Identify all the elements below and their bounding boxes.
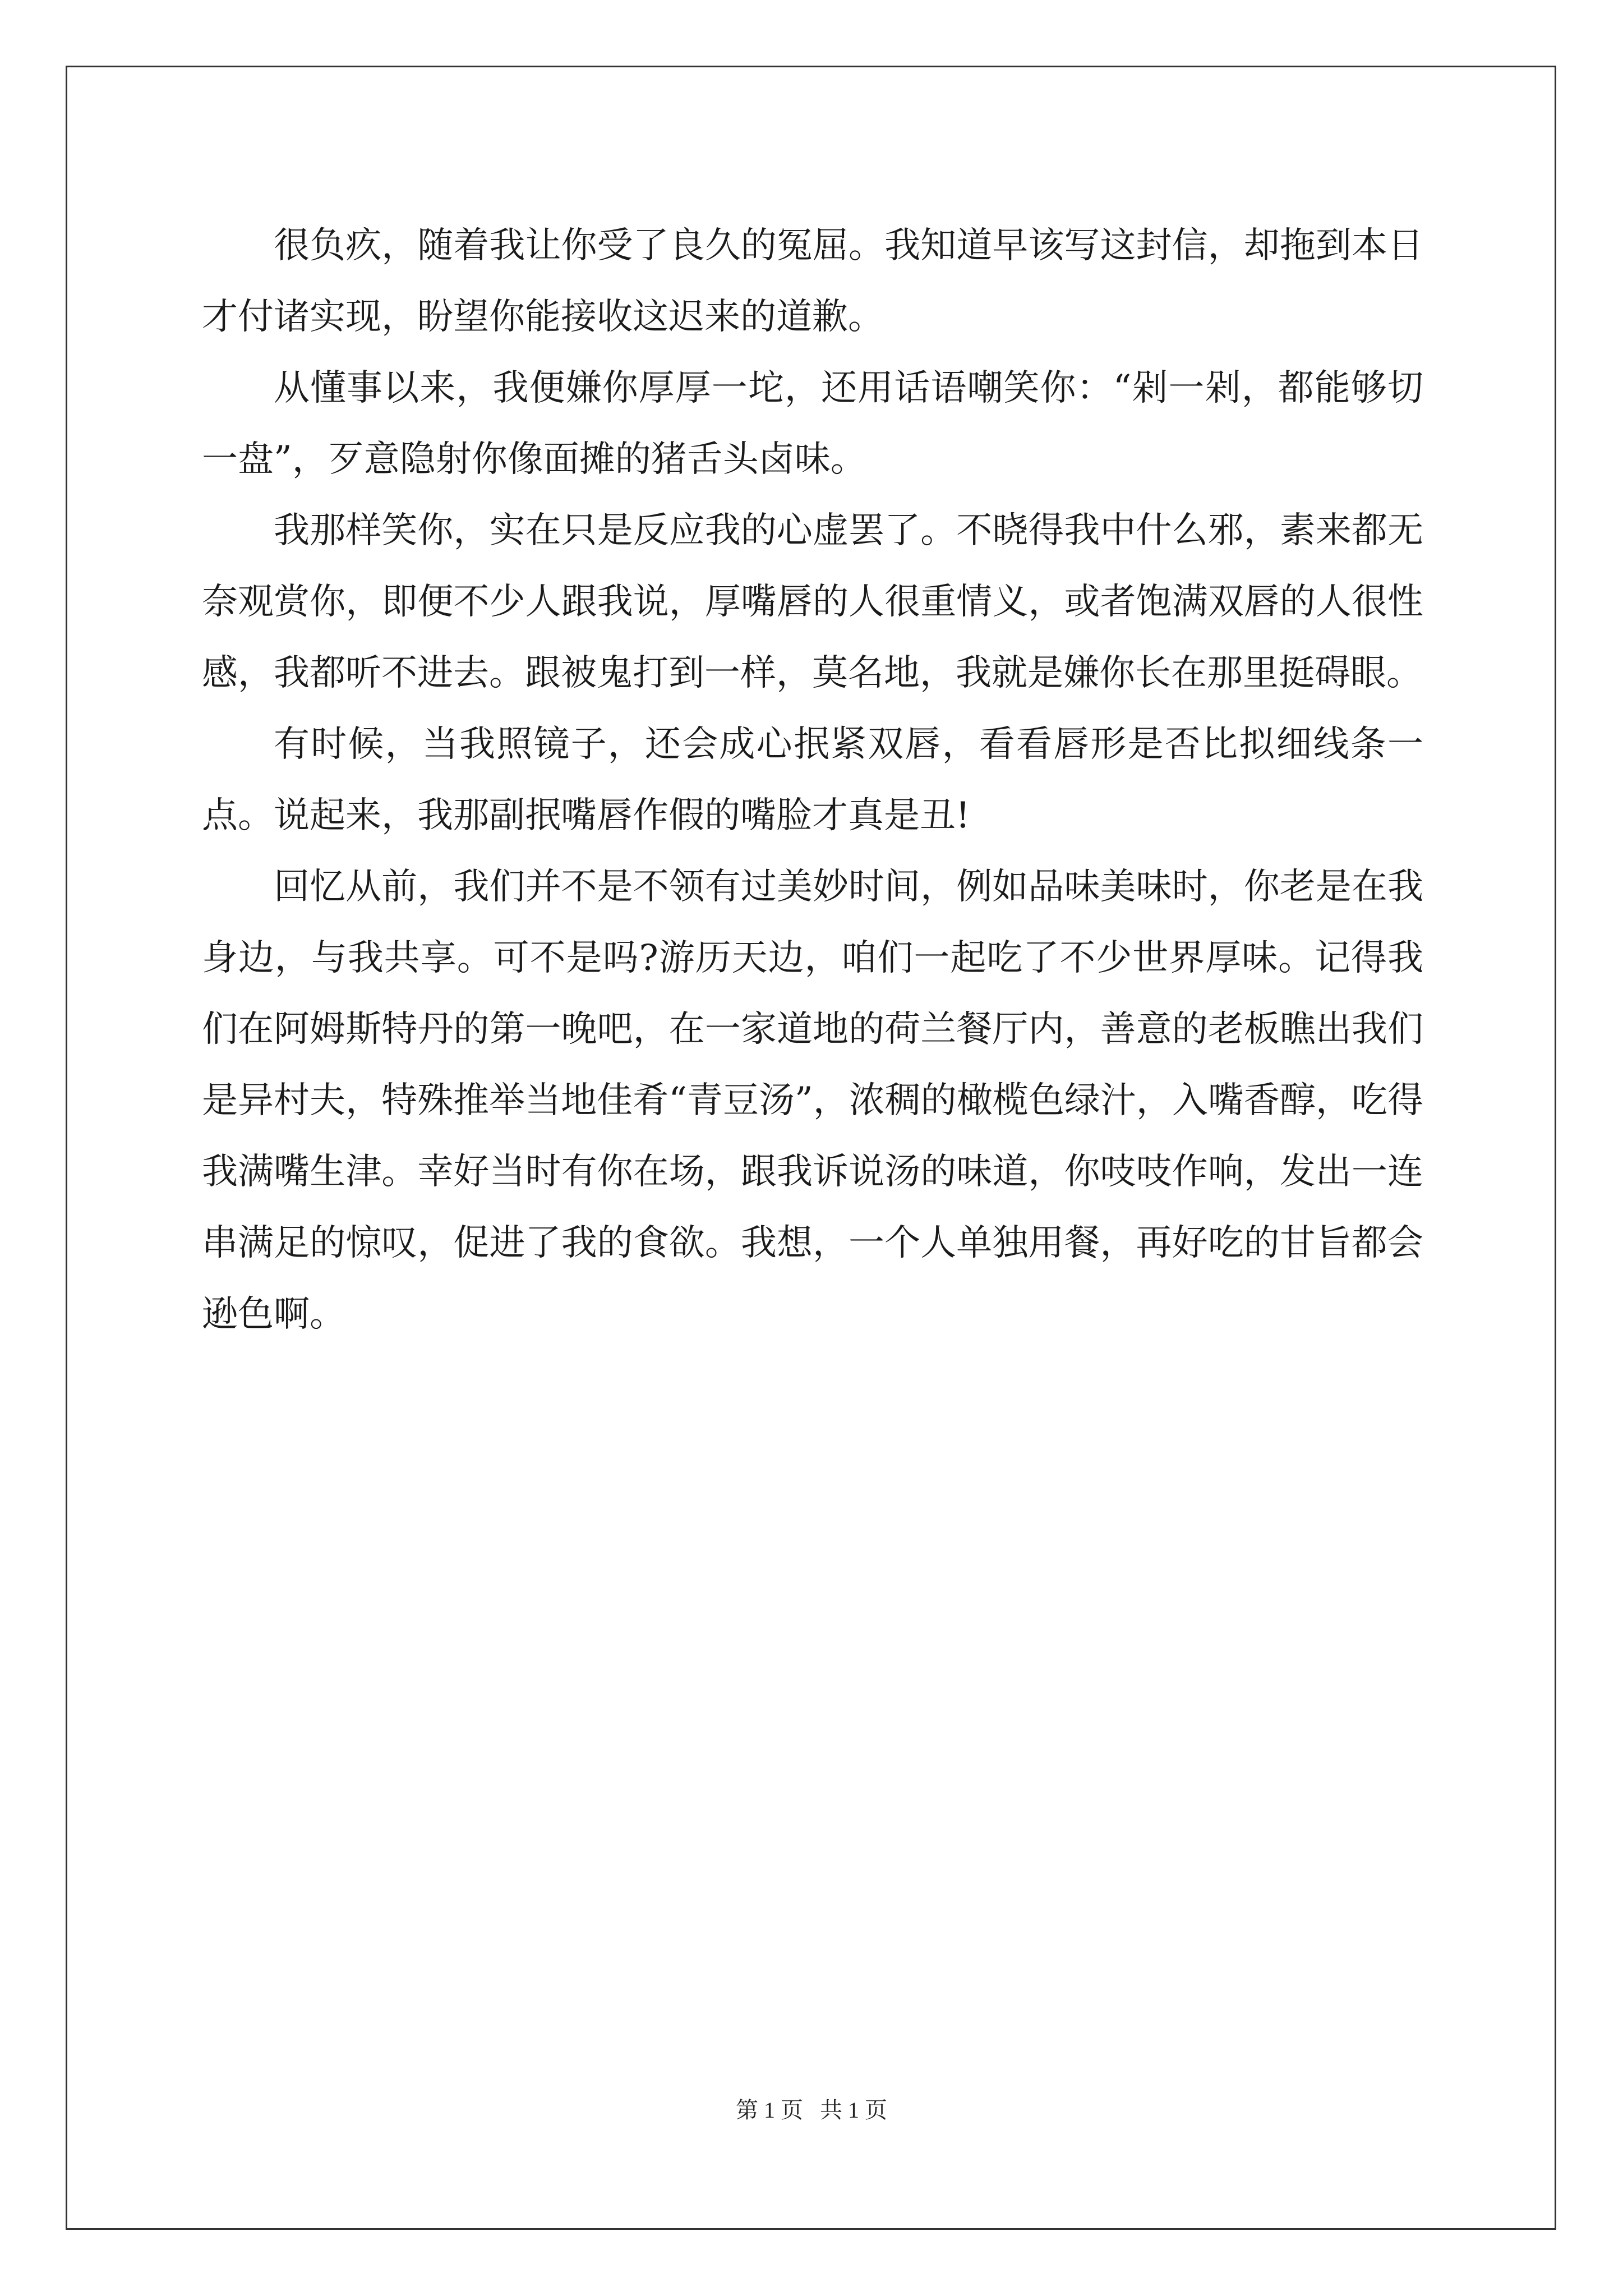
paragraph-2: 从懂事以来，我便嫌你厚厚一坨，还用话语嘲笑你：“剁一剁，都能够切一盘”，歹意隐射你像面摊的猪舌头卤味。: [202, 367, 1423, 480]
paragraph-1: 很负疚，随着我让你受了良久的冤屈。我知道早该写这封信，却拖到本日才付诸实现，盼望你能接收这迟来的道歉。: [202, 225, 1423, 338]
paragraph-4: 有时候，当我照镜子，还会成心抿紧双唇，看看唇形是否比拟细线条一点。说起来，我那副抿嘴唇作假的嘴脸才真是丑!: [202, 724, 1423, 836]
paragraph-3: 我那样笑你，实在只是反应我的心虚罢了。不晓得我中什么邪，素来都无奈观赏你，即便不少人跟我说，厚嘴唇的人很重情义，或者饱满双唇的人很性感，我都听不进去。跟被鬼打到一样，莫名地，我就是嫌你长在那里挺碍眼。: [202, 510, 1423, 694]
paragraph-5: 回忆从前，我们并不是不领有过美妙时间，例如品味美味时，你老是在我身边，与我共享。可不是吗?游历天边，咱们一起吃了不少世界厚味。记得我们在阿姆斯特丹的第一晚吧，在一家道地的荷兰餐厅内，善意的老板瞧出我们是异村夫，特殊推举当地佳肴“青豆汤”，浓稠的橄榄色绿汁，入嘴香醇，吃得我满嘴生津。幸好当时有你在场，跟我诉说汤的味道，你吱吱作响，发出一连串满足的惊叹，促进了我的食欲。我想，一个人单独用餐，再好吃的甘旨都会逊色啊。: [202, 866, 1423, 1335]
document-body: [202, 210, 1423, 1350]
page-number-footer: 第 1 页 共 1 页: [736, 2097, 887, 2123]
